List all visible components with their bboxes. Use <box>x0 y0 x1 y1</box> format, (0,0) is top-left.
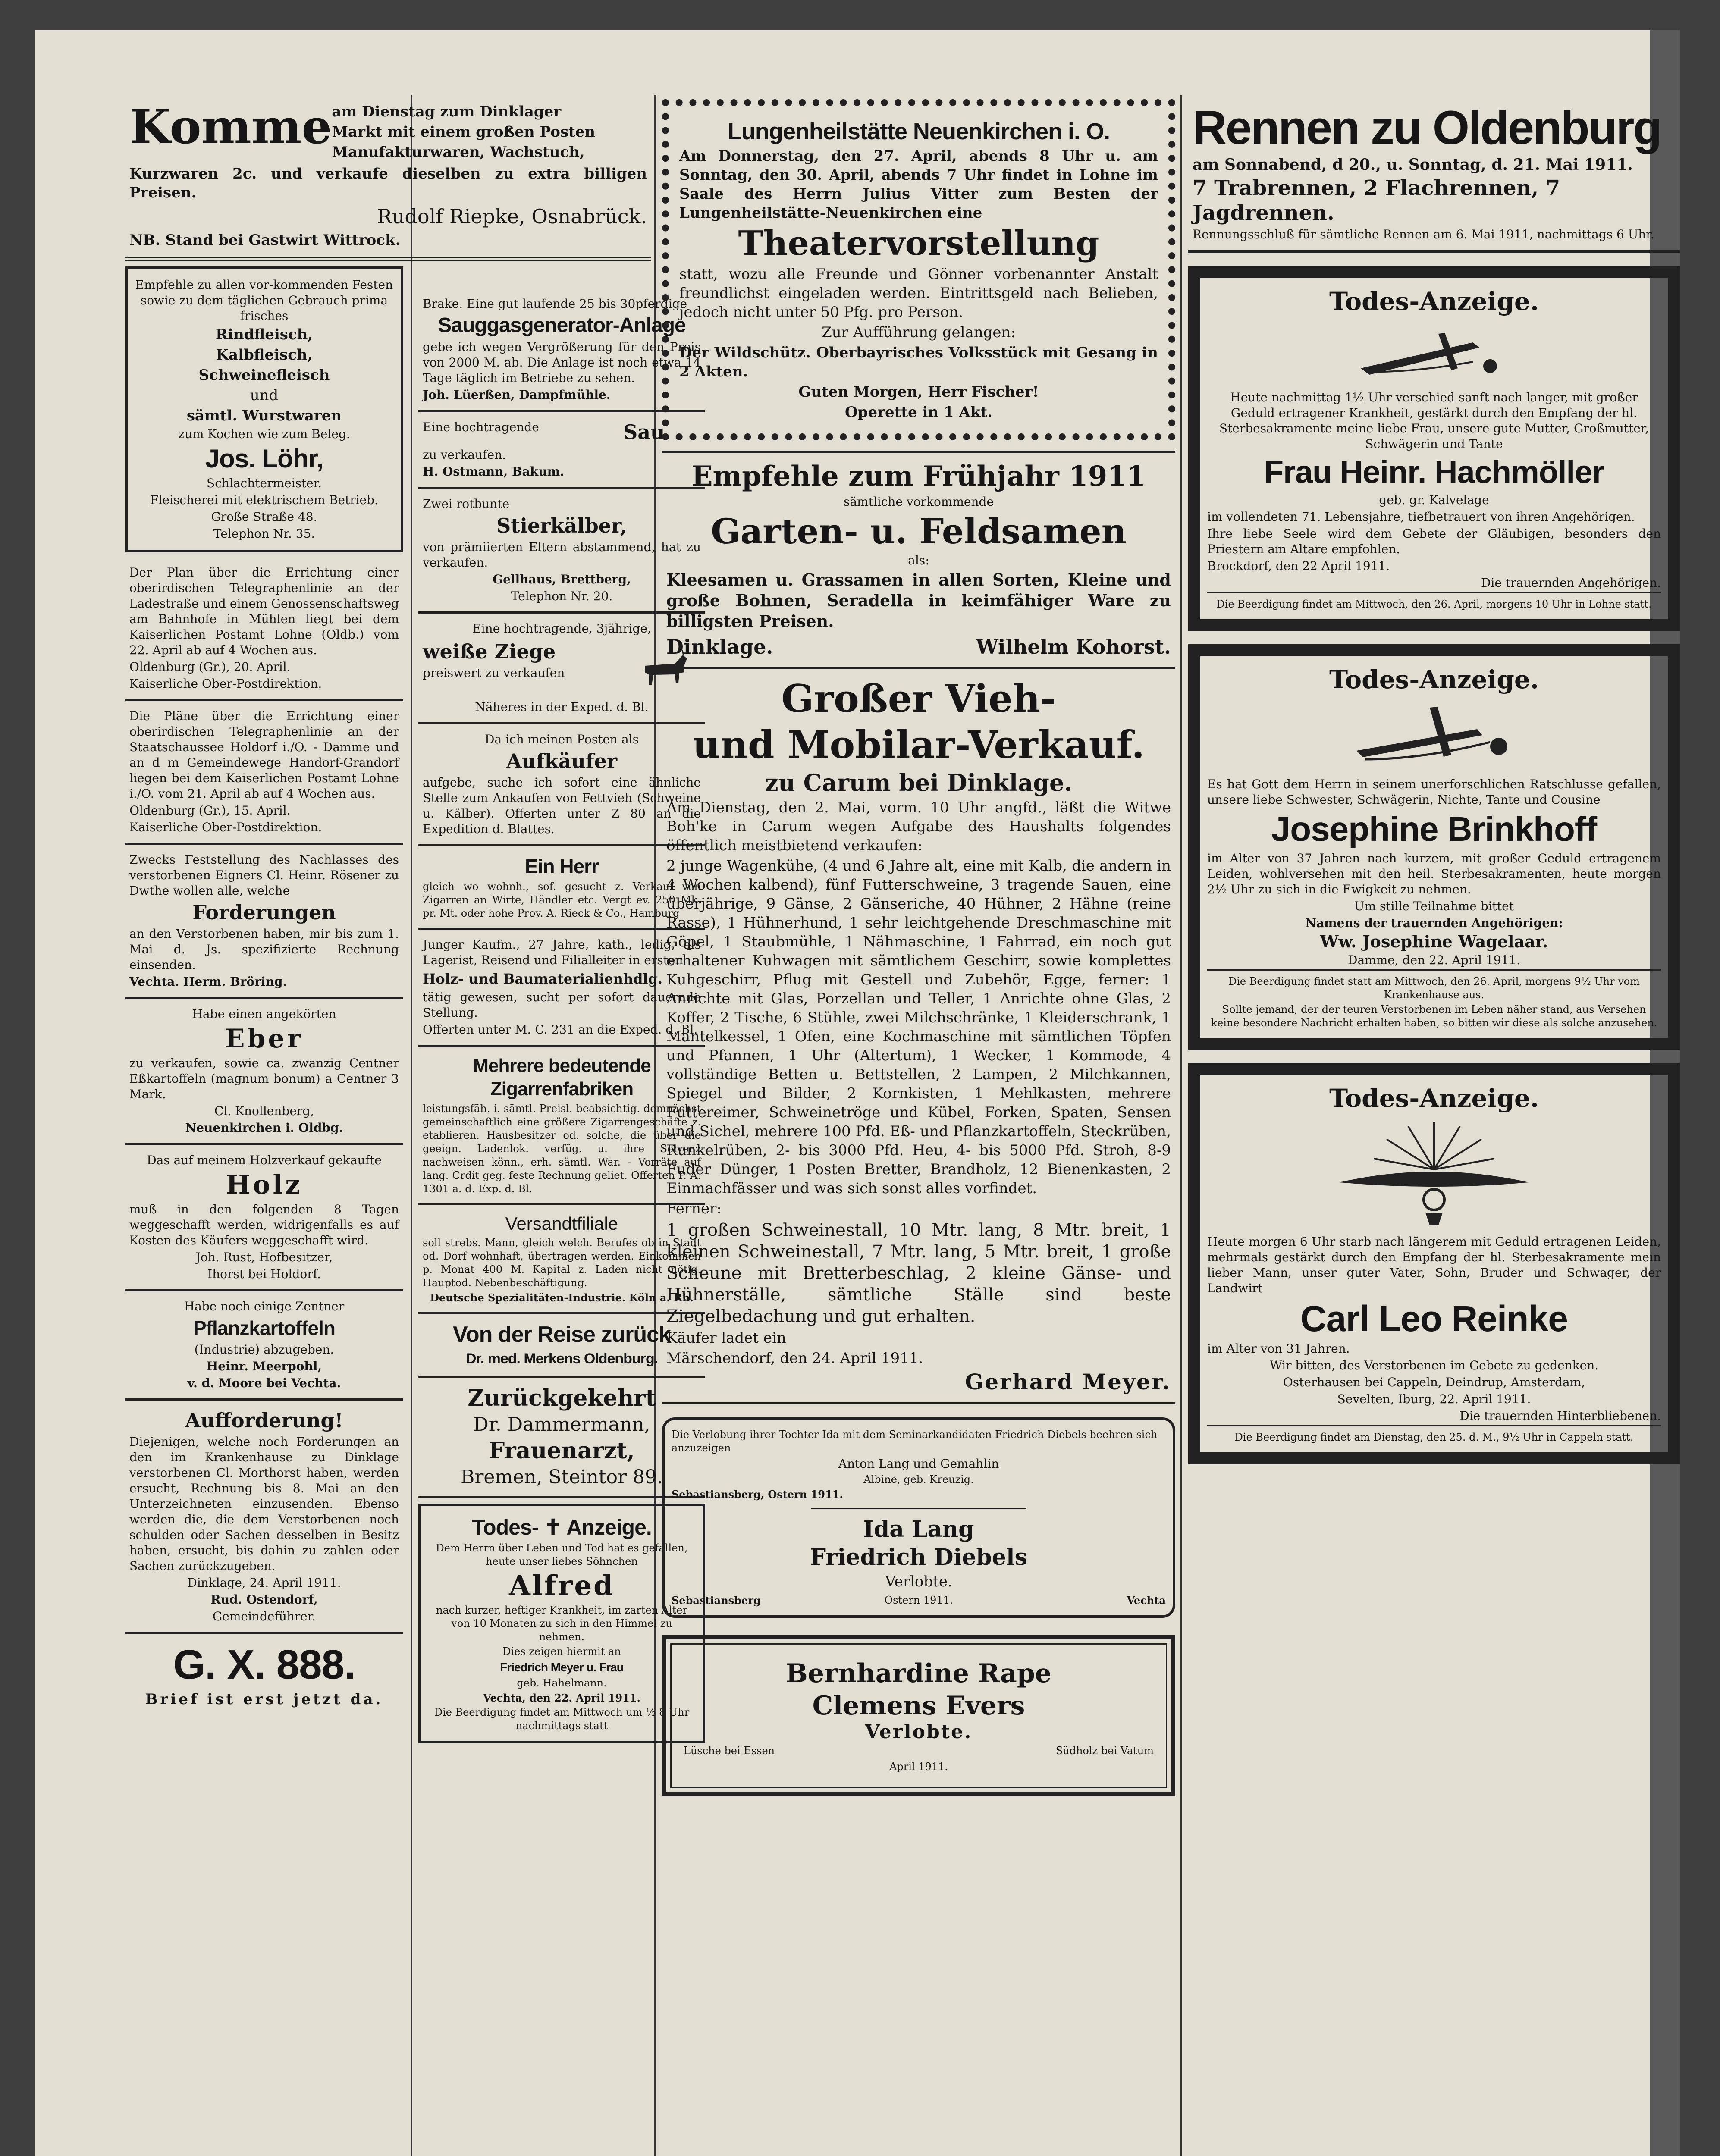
verkauf-text: Am Dienstag, den 2. Mai, vorm. 10 Uhr angfd., läßt die Witwe Boh'ke in Carum wegen Aufgabe des Haushalts folgendes öffentlich meistbietend verkaufen: <box>666 799 1171 854</box>
hachmoeller-name: Frau Heinr. Hachmöller <box>1264 454 1604 490</box>
komme-header <box>129 101 647 163</box>
sau-sign: H. Ostmann, Bakum. <box>423 464 564 479</box>
aufforderung-name: Rud. Ostendorf, <box>210 1592 318 1607</box>
gx-head: G. X. 888. <box>173 1642 355 1688</box>
alfred-born: geb. Hahelmann. <box>517 1677 607 1689</box>
verlobung-place: Südholz bei Vatum <box>1055 1745 1154 1757</box>
loehr-addr: Telephon Nr. 35. <box>213 526 315 541</box>
verlobung-place: Lüsche bei Essen <box>684 1745 775 1757</box>
verkauf-name: Gerhard Meyer. <box>965 1369 1171 1395</box>
hachmoeller-place: Brockdorf, den 22 April 1911. <box>1207 559 1390 573</box>
theater-text: Am Donnerstag, den 27. April, abends 8 Uhr u. am Sonntag, den 30. April, abends 7 Uhr findet in Lohne im Saale des Herrn Julius Vitter zum Besten der Lungenheilstätte-Neuenkirchen eine <box>679 147 1158 222</box>
holz-head: Holz <box>226 1170 303 1200</box>
ad-gx <box>125 1634 403 1716</box>
loehr-item: Schweinefleisch <box>198 367 330 384</box>
loehr-item: und <box>250 387 279 404</box>
brinkhoff-name: Josephine Brinkhoff <box>1271 810 1597 848</box>
zigarren-text: leistungsfäh. i. sämtl. Preisl. beabsichtig. demnächst gemeinschaftlich eine größere Zigarrengeschäfte z. etablieren. Hausbesitzer od. solche, die über die geeign. Ladenlok. verfüg. u. ihre Solvenz nachweisen könn., erh. sämtl. War. - Vorräte auf lang. Crdit geg. feste Rechnung geliet. Offerten P. A. 1301 a. d. Exp. d. Bl. <box>423 1103 701 1195</box>
theater-big: Theatervorstellung <box>738 224 1099 263</box>
hachmoeller-text: im vollendeten 71. Lebensjahre, tiefbetrauert von ihren Angehörigen. <box>1207 510 1635 524</box>
theater-play: Guten Morgen, Herr Fischer! <box>798 383 1039 401</box>
samen-sub: sämtliche vorkommende <box>843 495 994 509</box>
alfred-name: Alfred <box>509 1570 615 1602</box>
ad-hachmoeller <box>1188 266 1680 631</box>
column-4 <box>1188 95 1680 1470</box>
ad-kartoffeln <box>125 1291 403 1401</box>
verlobung-name: Ida Lang <box>863 1516 974 1542</box>
theater-text: statt, wozu alle Freunde und Gönner vorbenannter Anstalt freundlichst eingeladen werden. Eintrittsgeld nach Belieben, jedoch nicht unter 50 Pfg. pro Person. <box>679 266 1158 321</box>
rennen-head: Rennen zu Oldenburg <box>1193 101 1661 154</box>
telegraph-text: Die Pläne über die Errichtung einer oberirdischen Telegraphenlinie an der Staatschaussee Holdorf i./O. - Damme und an d m Gemeindewege Handorf-Grandorf liegen bei dem Kaiserlichen Postamt Lohne i./O. vom 21. April ab auf 4 Wochen aus. <box>129 709 399 801</box>
komme-rest: Kurzwaren 2c. und verkaufe dieselben zu extra billigen Preisen. <box>129 165 647 201</box>
telegraph-place: Oldenburg (Gr.), 15. April. <box>129 803 291 818</box>
kartoffeln-intro: Habe noch einige Zentner <box>184 1299 345 1313</box>
reinke-age: im Alter von 31 Jahren. <box>1207 1341 1350 1356</box>
ziege-intro: Eine hochtragende, 3jährige, <box>472 621 651 636</box>
hachmoeller-burial: Die Beerdigung findet am Mittwoch, den 26. April, morgens 10 Uhr in Lohne statt. <box>1207 592 1661 611</box>
forderungen-sign: Vechta. Herm. Bröring. <box>129 975 287 989</box>
ziege-text: preiswert zu verkaufen <box>423 666 565 680</box>
kartoffeln-sub: (Industrie) abzugeben. <box>194 1342 334 1357</box>
eber-place: Neuenkirchen i. Oldbg. <box>185 1121 343 1135</box>
brinkhoff-text: Um stille Teilnahme bittet <box>1354 899 1514 913</box>
ad-telegraph-1 <box>125 558 403 701</box>
ziege-head: weiße Ziege <box>423 640 556 663</box>
loehr-item: Rindfleisch, <box>215 326 313 343</box>
cross-palm-illustration <box>1343 699 1525 772</box>
rennen-races: 7 Trabrennen, 2 Flachrennen, 7 Jagdrennen. <box>1193 176 1560 225</box>
brake-sign: Joh. Lüerßen, Dampfmühle. <box>423 388 611 402</box>
ad-forderungen <box>125 845 403 999</box>
ziege-sign: Näheres in der Exped. d. Bl. <box>475 700 649 714</box>
verlobung-born: Albine, geb. Kreuzig. <box>863 1473 974 1485</box>
kaufmann-text: Junger Kaufm., 27 Jahre, kath., ledig, als Lagerist, Reisend und Filialleiter in ersten <box>423 937 701 967</box>
eber-intro: Habe einen angekörten <box>192 1007 336 1021</box>
verkauf-stalls: 1 großen Schweinestall, 10 Mtr. lang, 8 Mtr. breit, 1 kleinen Schweinestall, 7 Mtr. lang, 5 Mtr. breit, 1 große Scheune mit Bretterbeschlag, 2 kleine Gänse- und Hühnerställe, sämtliche Ställe sind beste Ziegelbedachung und gut erhalten. <box>666 1220 1171 1326</box>
eber-name: Cl. Knollenberg, <box>214 1104 314 1118</box>
komme-head: Komme <box>129 99 332 154</box>
ad-loehr <box>125 266 403 552</box>
verlobung-label: Verlobte. <box>865 1721 973 1743</box>
verkauf-kaeufer: Käufer ladet ein <box>666 1329 786 1347</box>
samen-text: Kleesamen u. Grassamen in allen Sorten, Kleine und große Bohnen, Seradella in keimfähiger Ware zu billigsten Preisen. <box>666 570 1171 631</box>
ad-aufforderung <box>125 1401 403 1634</box>
rennen-date: am Sonnabend, d 20., u. Sonntag, d. 21. Mai 1911. <box>1193 156 1633 174</box>
samen-big: Garten- u. Feldsamen <box>711 511 1127 552</box>
holz-place: Ihorst bei Holdorf. <box>207 1267 321 1281</box>
hachmoeller-born: geb. gr. Kalvelage <box>1379 493 1489 507</box>
alfred-text: nach kurzer, heftiger Krankheit, im zarten Alter von 10 Monaten zu sich in den Himmel zu nehmen. <box>436 1604 687 1643</box>
herr-text: gleich wo wohnh., sof. gesucht z. Verkauf von Zigarren an Wirte, Händler etc. Vergt ev. 250 Mk. pr. Mt. oder hohe Prov. A. Rieck & Co., Hamburg <box>423 881 701 919</box>
hachmoeller-text: Ihre liebe Seele wird dem Gebete der Gläubigen, besonders den Priestern am Altare empfohlen. <box>1207 526 1661 556</box>
aufkaeufer-head: Aufkäufer <box>506 749 618 773</box>
komme-line: am Dienstag zum Dinklager <box>332 103 562 120</box>
alfred-parents: Friedrich Meyer u. Frau <box>500 1661 624 1674</box>
gx-sub: Brief ist erst jetzt da. <box>145 1691 383 1708</box>
telegraph-sign: Kaiserliche Ober-Postdirektion. <box>129 677 322 691</box>
holz-text: muß in den folgenden 8 Tagen weggeschafft werden, widrigenfalls es auf Kosten des Käufers weggeschafft wird. <box>129 1202 399 1247</box>
sau-text: Eine hochtragende <box>423 420 539 434</box>
reinke-place: Sevelten, Iburg, 22. April 1911. <box>1337 1392 1531 1406</box>
verkauf-head: und Mobilar-Verkauf. <box>692 722 1145 767</box>
samen-place: Dinklage. <box>666 635 773 658</box>
theater-play: Operette in 1 Akt. <box>845 404 992 421</box>
reinke-burial: Die Beerdigung findet am Dienstag, den 25. d. M., 9½ Uhr in Cappeln statt. <box>1207 1425 1661 1444</box>
telegraph-place: Oldenburg (Gr.), 20. April. <box>129 660 291 674</box>
loehr-intro: Empfehle zu allen vor-kommenden Festen sowie zu dem täglichen Gebrauch prima frisches <box>135 278 393 323</box>
kartoffeln-place: v. d. Moore bei Vechta. <box>187 1376 341 1390</box>
filiale-head: Versandtfiliale <box>505 1213 618 1234</box>
reinke-place: Osterhausen bei Cappeln, Deindrup, Amsterdam, <box>1283 1375 1585 1389</box>
komme-line: Manufakturwaren, Wachstuch, <box>332 144 585 161</box>
stierkaelber-intro: Zwei rotbunte <box>423 497 510 511</box>
alfred-text: Dies zeigen hiermit an <box>502 1645 621 1658</box>
aufkaeufer-intro: Da ich meinen Posten als <box>485 732 639 746</box>
merkens-head: Von der Reise zurück <box>453 1322 671 1347</box>
brinkhoff-text: Es hat Gott dem Herrn in seinem unerforschlichen Ratschlusse gefallen, unsere liebe Schwester, Schwägerin, Nichte, Tante und Cousine <box>1207 777 1661 807</box>
eber-text: zu verkaufen, sowie ca. zwanzig Centner Eßkartoffeln (magnum bonum) a Centner 3 Mark. <box>129 1056 399 1101</box>
loehr-item: Kalbfleisch, <box>216 346 313 364</box>
zigarren-head: Mehrere bedeutende Zigarrenfabriken <box>473 1055 651 1100</box>
column-rule <box>411 95 412 2156</box>
verlobung-parents: Anton Lang und Gemahlin <box>838 1457 999 1471</box>
herr-head: Ein Herr <box>525 855 599 877</box>
alfred-text: Dem Herrn über Leben und Tod hat es gefallen, heute unser liebes Söhnchen <box>436 1542 688 1567</box>
brinkhoff-note: Sollte jemand, der der teuren Verstorbenen im Leben näher stand, aus Versehen keine besondere Nachricht erhalten haben, so bitten wir diese als solche anzusehen. <box>1211 1003 1657 1029</box>
forderungen-text: an den Verstorbenen haben, mir bis zum 1. Mai d. Js. spezifizierte Rechnung einsenden. <box>129 927 399 972</box>
dammermann-head: Zurückgekehrt <box>468 1385 656 1411</box>
loehr-addr: Große Straße 48. <box>211 510 317 524</box>
reinke-name: Carl Leo Reinke <box>1300 1298 1568 1339</box>
komme-line: Markt mit einem großen Posten <box>332 123 596 141</box>
loehr-trade: Schlachtermeister. <box>207 476 322 490</box>
theater-sub: Zur Aufführung gelangen: <box>822 324 1016 341</box>
reinke-sign: Die trauernden Hinterbliebenen. <box>1459 1409 1661 1423</box>
brinkhoff-text: Namens der trauernden Angehörigen: <box>1305 916 1563 930</box>
komme-nb: NB. Stand bei Gastwirt Wittrock. <box>129 232 401 249</box>
hachmoeller-head: Todes-Anzeige. <box>1329 287 1539 316</box>
verkauf-sub: zu Carum bei Dinklage. <box>765 769 1073 796</box>
merkens-sub: Dr. med. Merkens Oldenburg. <box>465 1351 658 1367</box>
dammermann-place: Bremen, Steintor 89. <box>461 1466 663 1488</box>
brinkhoff-burial: Die Beerdigung findet statt am Mittwoch, den 26. April, morgens 9½ Uhr vom Krankenhause aus. <box>1207 969 1661 1002</box>
verlobung-date: April 1911. <box>889 1761 948 1773</box>
alfred-burial: Die Beerdigung findet am Mittwoch um ½ 8 Uhr nachmittags statt <box>434 1706 690 1732</box>
brake-text: gebe ich wegen Vergrößerung für den Preis von 2000 M. ab. Die Anlage ist noch etwa 14 Tage täglich im Betriebe zu sehen. <box>423 340 701 385</box>
sau-head: Sau <box>623 420 665 444</box>
brinkhoff-text: im Alter von 37 Jahren nach kurzem, mit großer Geduld ertragenem Leiden, wohlversehen mit den heil. Sterbesakramenten, heute morgen 2½ Uhr zu sich in die Ewigkeit zu nehmen. <box>1207 851 1661 896</box>
verlobung-label: Verlobte. <box>885 1573 952 1590</box>
column-3 <box>662 99 1175 1802</box>
filiale-text: soll strebs. Mann, gleich welch. Berufes ob in Stadt od. Dorf wohnhaft, übertragen werden. Einkommen p. Monat 400 M. Kapital z. Laden nicht nötig. Hauptod. Nebenbeschäftigung. <box>423 1237 701 1289</box>
ad-samen <box>662 451 1175 669</box>
verkauf-head: Großer Vieh- <box>781 676 1056 721</box>
ad-brinkhoff <box>1188 644 1680 1050</box>
aufkaeufer-text: aufgebe, suche ich sofort eine ähnliche Stelle zum Ankaufen von Fettvieh (Schweine u. Kälber). Offerten unter Z 80 an die Expedition d. Blattes. <box>423 775 701 836</box>
hachmoeller-text: Heute nachmittag 1½ Uhr verschied sanft nach langer, mit großer Geduld ertragener Krankheit, gestärkt durch den Empfang der hl. Sterbesakramente meine liebe Frau, unsere gute Mutter, Großmutter, Schwägerin und Tante <box>1219 390 1649 451</box>
ad-rennen <box>1188 95 1680 253</box>
stierkaelber-name: Gellhaus, Brettberg, <box>493 572 631 586</box>
sau-sub: zu verkaufen. <box>423 448 506 462</box>
aufforderung-head: Aufforderung! <box>185 1409 343 1432</box>
brake-text: Brake. Eine gut laufende 25 bis 30pferdige <box>423 297 687 311</box>
dammermann-name: Dr. Dammermann, <box>473 1413 650 1435</box>
kartoffeln-head: Pflanzkartoffeln <box>193 1317 336 1339</box>
eber-head: Eber <box>225 1024 304 1054</box>
loehr-name: Jos. Löhr, <box>205 444 323 473</box>
forderungen-head: Forderungen <box>192 901 336 924</box>
samen-head: Empfehle zum Frühjahr 1911 <box>691 460 1146 492</box>
ad-holz <box>125 1145 403 1291</box>
forderungen-intro: Zwecks Feststellung des Nachlasses des verstorbenen Eigners Cl. Heinr. Rösener zu Dwthe wollen alle, welche <box>129 852 399 898</box>
alfred-head: Todes- ✝ Anzeige. <box>472 1515 652 1539</box>
column-rule <box>1180 95 1182 2156</box>
loehr-addr: Fleischerei mit elektrischem Betrieb. <box>150 493 378 507</box>
kaufmann-sign: Offerten unter M. C. 231 an die Exped. d. Bl. <box>423 1022 698 1037</box>
rennen-text: Rennungsschluß für sämtliche Rennen am 6. Mai 1911, nachmittags 6 Uhr. <box>1193 227 1654 241</box>
brinkhoff-head: Todes-Anzeige. <box>1329 665 1539 694</box>
verlobung-date: Ostern 1911. <box>884 1594 953 1606</box>
aufforderung-role: Gemeindeführer. <box>212 1609 316 1623</box>
brinkhoff-sign: Ww. Josephine Wagelaar. <box>1320 932 1548 951</box>
reinke-head: Todes-Anzeige. <box>1329 1084 1539 1113</box>
filiale-sign: Deutsche Spezialitäten-Industrie. Köln a. Rh. <box>430 1291 694 1304</box>
reinke-text: Wir bitten, des Verstorbenen im Gebete zu gedenken. <box>1269 1358 1599 1373</box>
cross-palm-illustration <box>1343 321 1525 385</box>
verlobung-text: Die Verlobung ihrer Tochter Ida mit dem Seminarkandidaten Friedrich Diebels beehren sich anzuzeigen <box>672 1429 1158 1454</box>
loehr-note: zum Kochen wie zum Beleg. <box>178 427 350 441</box>
reinke-text: Heute morgen 6 Uhr starb nach längerem mit Geduld ertragenen Leiden, mehrmals gestärkt durch den Empfang der hl. Sterbesakramente mein lieber Mann, unser guter Vater, Sohn, Bruder und Schwager, der Landwirt <box>1207 1235 1661 1295</box>
stierkaelber-text: von prämiierten Eltern abstammend, hat zu verkaufen. <box>423 540 701 570</box>
theater-play: Der Wildschütz. Oberbayrisches Volksstück mit Gesang in 2 Akten. <box>679 344 1158 380</box>
brinkhoff-place: Damme, den 22. April 1911. <box>1348 953 1520 967</box>
ad-theater <box>662 99 1175 440</box>
aufforderung-text: Diejenigen, welche noch Forderungen an den im Krankenhause zu Dinklage verstorbenen Cl. Morthorst haben, werden ersucht, Rechnung bis 8. Mai an den Unterzeichneten einzusenden. Ebenso werden die, die dem Verstorbenen noch schulden oder Sachen desselben in Besitz haben, ersucht, bis dahin zu zahlen oder Sachen zurückzugeben. <box>129 1435 399 1573</box>
holz-intro: Das auf meinem Holzverkauf gekaufte <box>147 1153 382 1167</box>
hachmoeller-sign: Die trauernden Angehörigen. <box>1481 576 1661 590</box>
holz-name: Joh. Rust, Hofbesitzer, <box>195 1250 333 1264</box>
verkauf-ferner: Ferner: <box>666 1200 722 1217</box>
verkauf-items: 2 junge Wagenkühe, (4 und 6 Jahre alt, eine mit Kalb, die andern in 4 Wochen kalbend), fünf Futterschweine, 3 tragende Sauen, eine überjährige, 9 Gänse, 2 Gänseriche, 40 Hühner, 2 Hähne (reine Rasse), 1 Hühnerhund, 1 sehr leichtgehende Dreschmaschine mit Göpel, 1 Staubmühle, 1 Nähmaschine, 1 Fahrrad, ein noch gut erhaltener Kuhwagen mit sämtlichem Geschirr, sowie komplettes Kuhgeschirr, Pflug mit Gestell und Zubehör, Egge, ferner: 1 Anrichte mit Glas, Porzellan und Teller, 1 Anrichte ohne Glas, 2 Koffer, 2 Tische, 6 Stühle, zwei Milchschränke, 1 Kleiderschrank, 1 Mantelkessel, 1 Ofen, eine Kochmaschine mit sämtlichen Töpfen und Pfannen, 1 Uhr (Altertum), 1 Wecker, 1 Kommode, 4 vollständige Betten u. Bettstellen, 2 Lampen, 2 Milchkannen, Spiegel und Bilder, 2 Kornkisten, 1 Mehlkasten, mehrere Futtereimer, Schweinetröge und Kübel, Forken, Spaten, Sensen und Sichel, mehrere 100 Pfd. Eß- und Pflanzkartoffeln, Steckrüben, Runkelrüben, 2- bis 3000 Pfd. Heu, 4- bis 5000 Pfd. Stroh, 8-9 Fuder Dünger, 1 Posten Bretter, Brandholz, 12 Bienenkasten, 2 Einmachfässer und was sich sonst alles vorfindet. <box>666 857 1171 1197</box>
ad-verlobung-rape <box>662 1635 1175 1796</box>
ad-komme <box>125 95 651 261</box>
telegraph-text: Der Plan über die Errichtung einer oberirdischen Telegraphenlinie an der Ladestraße und einem Genossenschaftsweg am Bahnhofe in Mühlen liegt bei dem Kaiserlichen Postamt Lohne (Oldb.) vom 22. April ab auf 4 Wochen aus. <box>129 565 399 657</box>
brake-head: Sauggasgenerator-Anlage <box>438 314 686 337</box>
verlobung-place: Vechta <box>1127 1594 1166 1607</box>
verlobung-place: Sebastiansberg <box>672 1594 761 1607</box>
loehr-item: sämtl. Wurstwaren <box>186 407 342 424</box>
verlobung-name: Clemens Evers <box>812 1691 1025 1721</box>
samen-als: als: <box>908 553 929 567</box>
verlobung-name: Bernhardine Rape <box>786 1658 1051 1689</box>
kartoffeln-name: Heinr. Meerpohl, <box>206 1359 322 1373</box>
stierkaelber-head: Stierkälber, <box>496 514 627 537</box>
ad-reinke <box>1188 1063 1680 1464</box>
dammermann-head: Frauenarzt, <box>489 1438 635 1464</box>
samen-name: Wilhelm Kohorst. <box>976 635 1171 658</box>
verkauf-place: Märschendorf, den 24. April 1911. <box>666 1350 923 1367</box>
aufforderung-place: Dinklage, 24. April 1911. <box>187 1576 341 1590</box>
verlobung-name: Friedrich Diebels <box>810 1544 1027 1570</box>
theater-head: Lungenheilstätte Neuenkirchen i. O. <box>727 119 1110 144</box>
kaufmann-text: tätig gewesen, sucht per sofort dauernde Stellung. <box>423 990 701 1020</box>
kaufmann-head: Holz- und Baumaterialienhdlg. <box>423 971 663 987</box>
ad-verlobung-lang <box>662 1417 1175 1618</box>
alfred-place: Vechta, den 22. April 1911. <box>483 1692 640 1704</box>
verlobung-place: Sebastiansberg, Ostern 1911. <box>672 1488 843 1501</box>
stierkaelber-tel: Telephon Nr. 20. <box>511 589 613 603</box>
newspaper-page <box>35 30 1680 2156</box>
ad-eber <box>125 999 403 1145</box>
komme-name: Rudolf Riepke, Osnabrück. <box>377 205 647 228</box>
telegraph-sign: Kaiserliche Ober-Postdirektion. <box>129 820 322 834</box>
ad-verkauf <box>662 669 1175 1404</box>
palm-wreath-illustration <box>1322 1118 1546 1230</box>
ad-telegraph-2 <box>125 701 403 845</box>
